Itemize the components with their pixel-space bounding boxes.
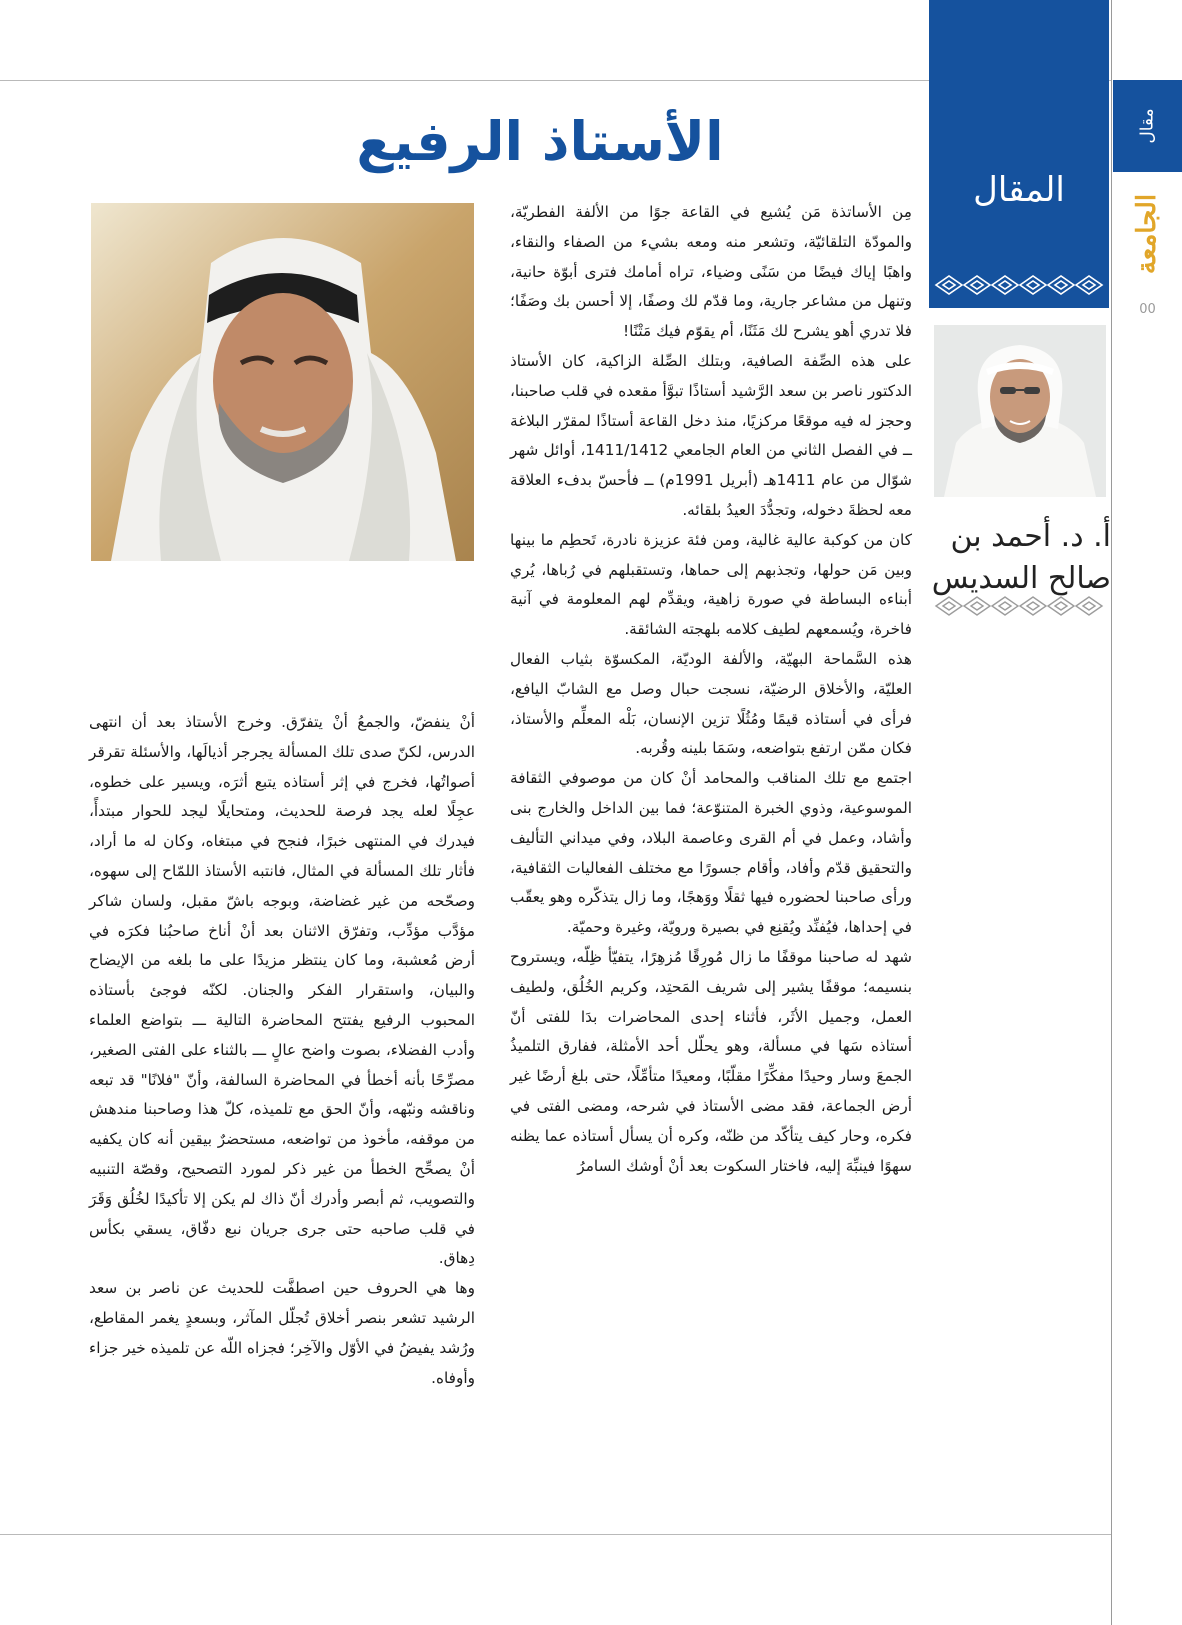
bottom-rule [0,1534,1111,1535]
section-label: المقال [973,170,1065,210]
paragraph: اجتمع مع تلك المناقب والمحامد أنْ كان من موصوفي الثقافة الموسوعية، وذوي الخبرة المتنوّعة؛ فما بين الداخل والخارج بنى وأشاد، وعمل في أم القرى وعاصمة البلاد، وفي ميداني التأليف والتحقيق قدّم وأفاد، وأقام جسورًا مع مختلف الفعاليات الثقافية، ورأى صاحبنا لحضوره فيها ثقلًا ووَهجًا، وما زال يتذكّره وهو يعقّب في إحداها، فيُفنِّد ويُقنِع في بصيرة ورويّة، وغيرة وحميّة. [510,769,912,937]
edge-divider [1111,0,1112,1625]
article-title: الأستاذ الرفيع [356,110,724,173]
paragraph: على هذه الصِّفة الصافية، وبتلك الصِّلة الزاكية، كان الأستاذ الدكتور ناصر بن سعد الرَّشيد أستاذًا تبوَّأ مقعده في قلب صاحبنا، وحجز له فيه موقعًا مركزيًا، منذ دخل القاعة أستاذًا لمقرّر البلاغة ــ في الفصل الثاني من العام الجامعي 1411/1412، أوائل شهر شوّال من عام 1411هـ (أبريل 1991م) ــ فأحسّ بدفء العلاقة معه لحظةَ دخوله، وتجدُّدَ العيدُ بلقائه. [510,351,912,519]
magazine-logo [1113,176,1182,292]
article-column-left [89,708,475,1393]
diamond-ornament-icon [934,272,1104,298]
author-name-line1: أ. د. أحمد بن [950,519,1111,554]
page-number: 00 [1139,301,1156,317]
article-column-right [510,198,912,1181]
divider-ornament-icon [934,593,1104,619]
section-tab-label-wrap [1113,84,1182,168]
author-name-line2: صالح السديس [931,561,1111,596]
author-photo [934,325,1106,497]
section-tab-label: مقال [1137,108,1158,144]
paragraph: مِن الأساتذة مَن يُشيع في القاعة جوًا من الألفة الفطريّة، والمودّة التلقائيّة، وتشعر منه ومعه بشيء من الصفاء والنقاء، واهبًا إياك فيضًا من سَنًى وضياء، تراه أمامك فترى أبوّة حانية، وتنهل من مشاعر جارية، وما قدّم لك وصفًا، إلا أحسن بك وصَفًا؛ فلا تدري أهو يشرح لك مَثَنًا، أم يقوّم فيك مَتْنًا! [510,203,912,341]
paragraph: وها هي الحروف حين اصطفَّت للحديث عن ناصر بن سعد الرشيد تشعر بنصر أخلاق تُجلّل المآثر، وبسعدٍ يغمر المقاطع، ورُشد يفيضُ في الأوّل والآخِر؛ فجزاه اللّه عن تلميذه خير جزاء وأوفاه. [89,1279,475,1387]
paragraph: هذه السَّماحة البهيّة، والألفة الوديّة، المكسوّة بثياب الفعال العليّة، والأخلاق الرضيّة، نسجت حبال وصل مع الشابّ اليافع، فرأى في أستاذه قيمًا ومُثُلًا تزين الإنسان، بَلْه المعلِّم والأستاذ، فكان ممّن ارتفع بتواضعه، وسَمَا بلينه وقُربه. [510,649,912,758]
subject-photo [91,203,474,561]
paragraph: كان من كوكبة عالية غالية، ومن فئة عزيزة نادرة، تَحطِم ما بينها وبين مَن حولها، وتجذبهم إلى حماها، وتستقبلهم في رُباها، يُري أبناءه البساطة في صورة زاهية، ويقدِّم لهم المعلومة في آنية فاخرة، ويُسمعهم لطيف كلامه بلهجته الشائقة. [510,530,912,639]
section-header-block [929,0,1109,308]
paragraph: أنْ ينفضّ، والجمعُ أنْ يتفرّق. وخرج الأستاذ بعد أن انتهى الدرس، لكنّ صدى تلك المسألة يجرجر أذيالَها، والأسئلة تقرقر أصواتُها، فخرج في إثر أستاذه يتبع أثرَه، ويسير على خطوه، عجِلًا لعله يجد فرصة للحديث، ومتحايلًا ليجد للحوار مبتدأً، فيدرك في المنتهى خبرًا، فنجح في مبتغاه، وكان له ما أراد، فأثار تلك المسألة في المثال، فانتبه الأستاذ اللمّاح إلى سهوه، وصحّحه من غير غضاضة، وبوجه باشّ مقبل، ولسان شاكر مؤدَّب مؤدِّب، وتفرّق الاثنان بعد أنْ أناخ صاحبُنا فكرَه في أرض مُعشبة، وما كان ينتظر مزيدًا على ما بلغه من الإيضاح والبيان، واستقرار الفكر والجنان. لكنّه فوجئ بأستاذه المحبوب الرفيع يفتتح المحاضرة التالية ـــ بتواضع العلماء وأدب الفضلاء، بصوت واضح عالٍ ـــ بالثناء على الفتى الصغير، مصرِّحًا بأنه أخطأ في المحاضرة السالفة، وأنّ "فلانًا" قد تبعه وناقشه ونبّهه، وأنّ الحق مع تلميذه، كلّ هذا وصاحبنا مندهش من موقفه، مأخوذ من تواضعه، مستحضرٌ بيقين أنه كان يكفيه أنْ يصحِّح الخطأ من غير ذكر لمورد التصحيح، وقصّة التنبيه والتصويب، ثم أبصر وأدرك أنّ ذاك لم يكن إلا تأكيدًا لخُلُق وَقَرَ في قلب صاحبه حتى جرى جريان نبع دفّاق، يسقي بكأس دِهاق. [89,713,475,1268]
paragraph: شهد له صاحبنا موقفًا ما زال مُورِقًا مُزهِرًا، يتفيّأ ظِلّه، ويستروح بنسيمه؛ موقفًا يشير إلى شريف المَحتِد، وكريم الخُلُق، ولطيف العمل، وجميل الأثَر، فأثناء إحدى المحاضرات بدَا للفتى أنّ أستاذه سَها في مسألة، وهو يحلّل أحد الأمثلة، ففارق التلميذُ الجمعَ وسار وحيدًا مفكِّرًا مقلّبًا، ومعيدًا متأمِّلًا، حتى بلغ أرضًا غير أرض الجماعة، فقد مضى الأستاذ في شرحه، ومضى الفتى في فكره، وحار كيف يتأكّد من ظنّه، وكره أن يسأل أستاذه عما يظنه سهوًا فينبِّهَ إليه، فاختار السكوت بعد أنْ أوشك السامرُ [510,947,912,1175]
magazine-logo-text: الجامعة [1132,193,1163,275]
author-name [925,516,1111,600]
